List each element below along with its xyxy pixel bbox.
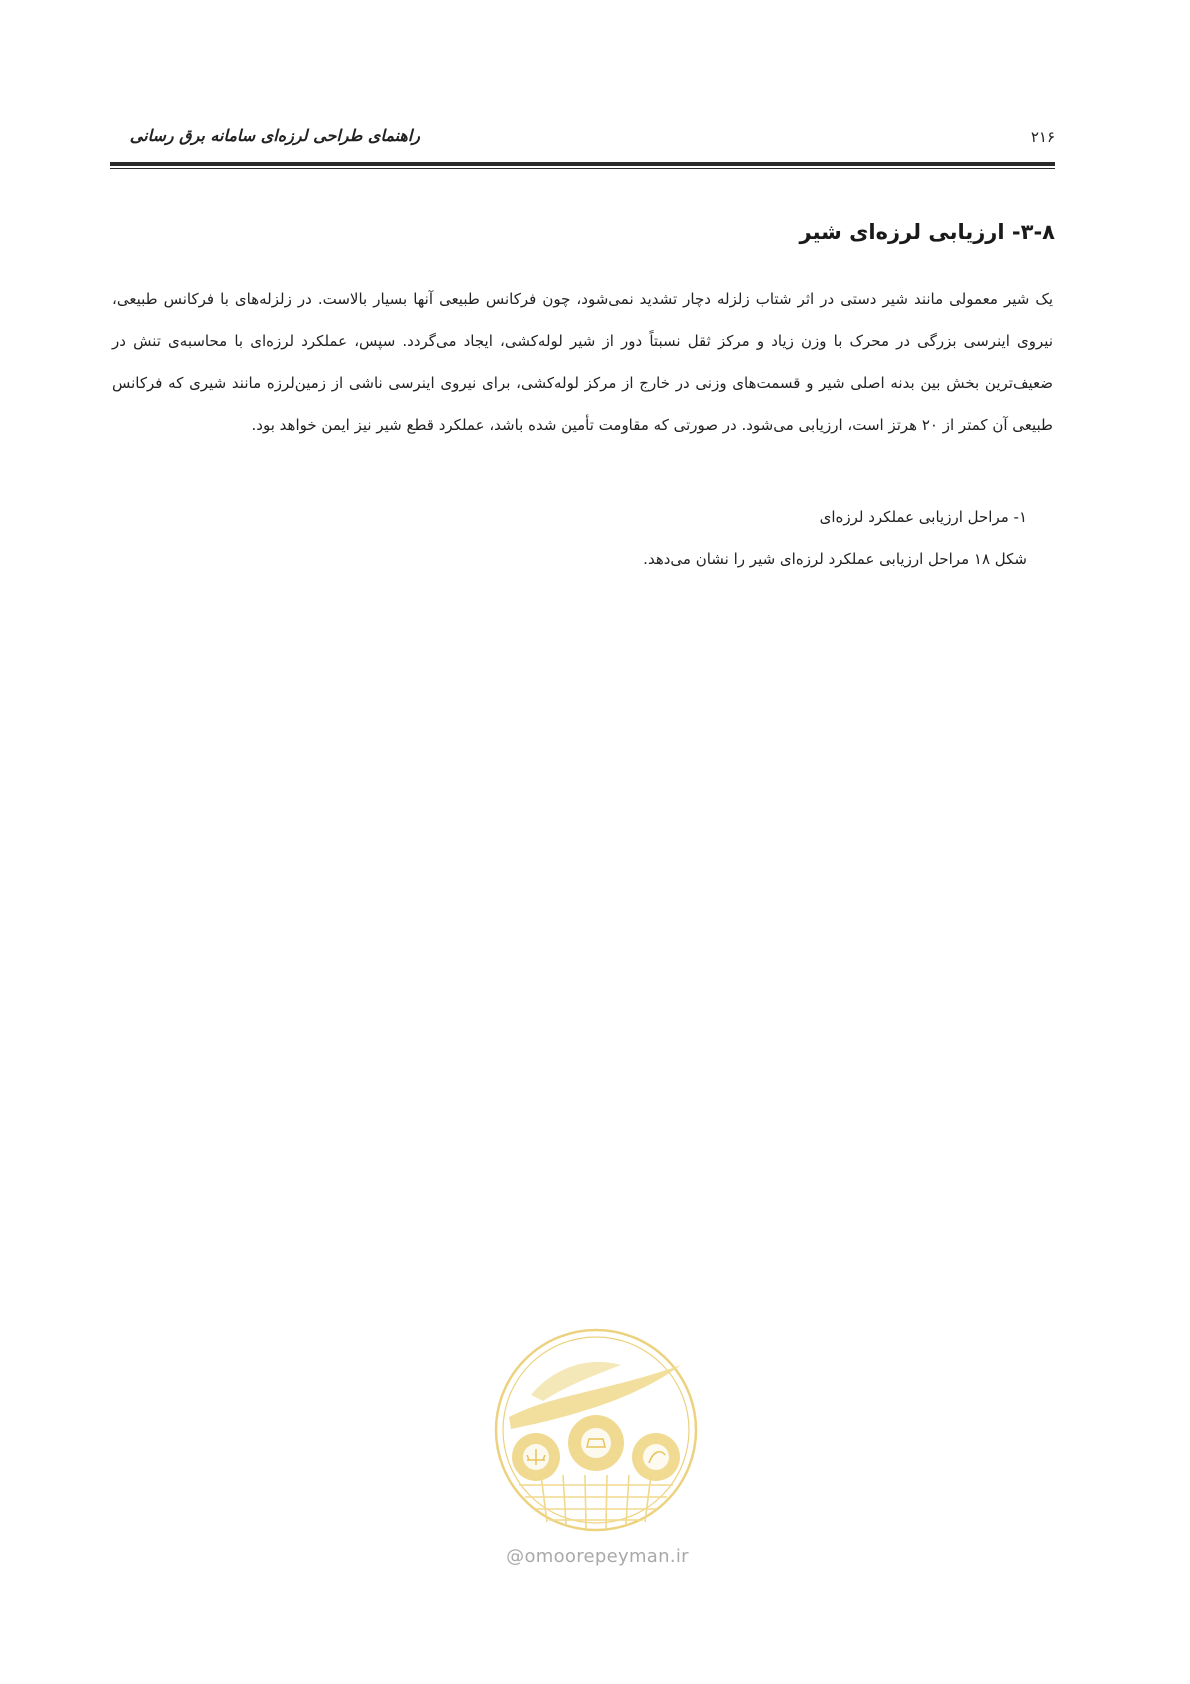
running-header	[110, 126, 1055, 154]
watermark-site: @omoorepeyman.ir	[506, 1546, 689, 1567]
seal-graphic	[491, 1325, 701, 1535]
figure-reference: شکل ۱۸ مراحل ارزیابی عملکرد لرزه‌ای شیر را نشان می‌دهد.	[643, 550, 1027, 568]
step-item: ۱- مراحل ارزیابی عملکرد لرزه‌ای	[819, 508, 1027, 526]
running-header-title: راهنمای طراحی لرزه‌ای سامانه برق رسانی	[129, 126, 420, 145]
header-rule	[110, 162, 1055, 166]
section-heading: ۳-۸- ارزیابی لرزه‌ای شیر	[799, 220, 1055, 244]
body-paragraph: یک شیر معمولی مانند شیر دستی در اثر شتاب زلزله دچار تشدید نمی‌شود، چون فرکانس طبیعی آنها بسیار بالاست. در زلزله‌های با فرکانس طبیعی، نیروی اینرسی بزرگی در محرک با وزن زیاد و مرکز ثقل نسبتاً دور از شیر لوله‌کشی، ایجاد می‌گردد. سپس، عملکرد لرزه‌ای با محاسبه‌ی تنش در ضعیف‌ترین بخش بین بدنه اصلی شیر و قسمت‌های وزنی در خارج از مرکز لوله‌کشی، برای نیروی اینرسی ناشی از زمین‌لرزه مانند شیری که فرکانس طبیعی آن کمتر از ۲۰ هرتز است، ارزیابی می‌شود. در صورتی که مقاومت تأمین شده باشد، عملکرد قطع شیر نیز ایمن خواهد بود.	[112, 290, 1053, 434]
header-rule-thin	[110, 168, 1055, 169]
watermark-logo	[491, 1325, 701, 1535]
page-number: ۲۱۶	[1030, 128, 1055, 146]
